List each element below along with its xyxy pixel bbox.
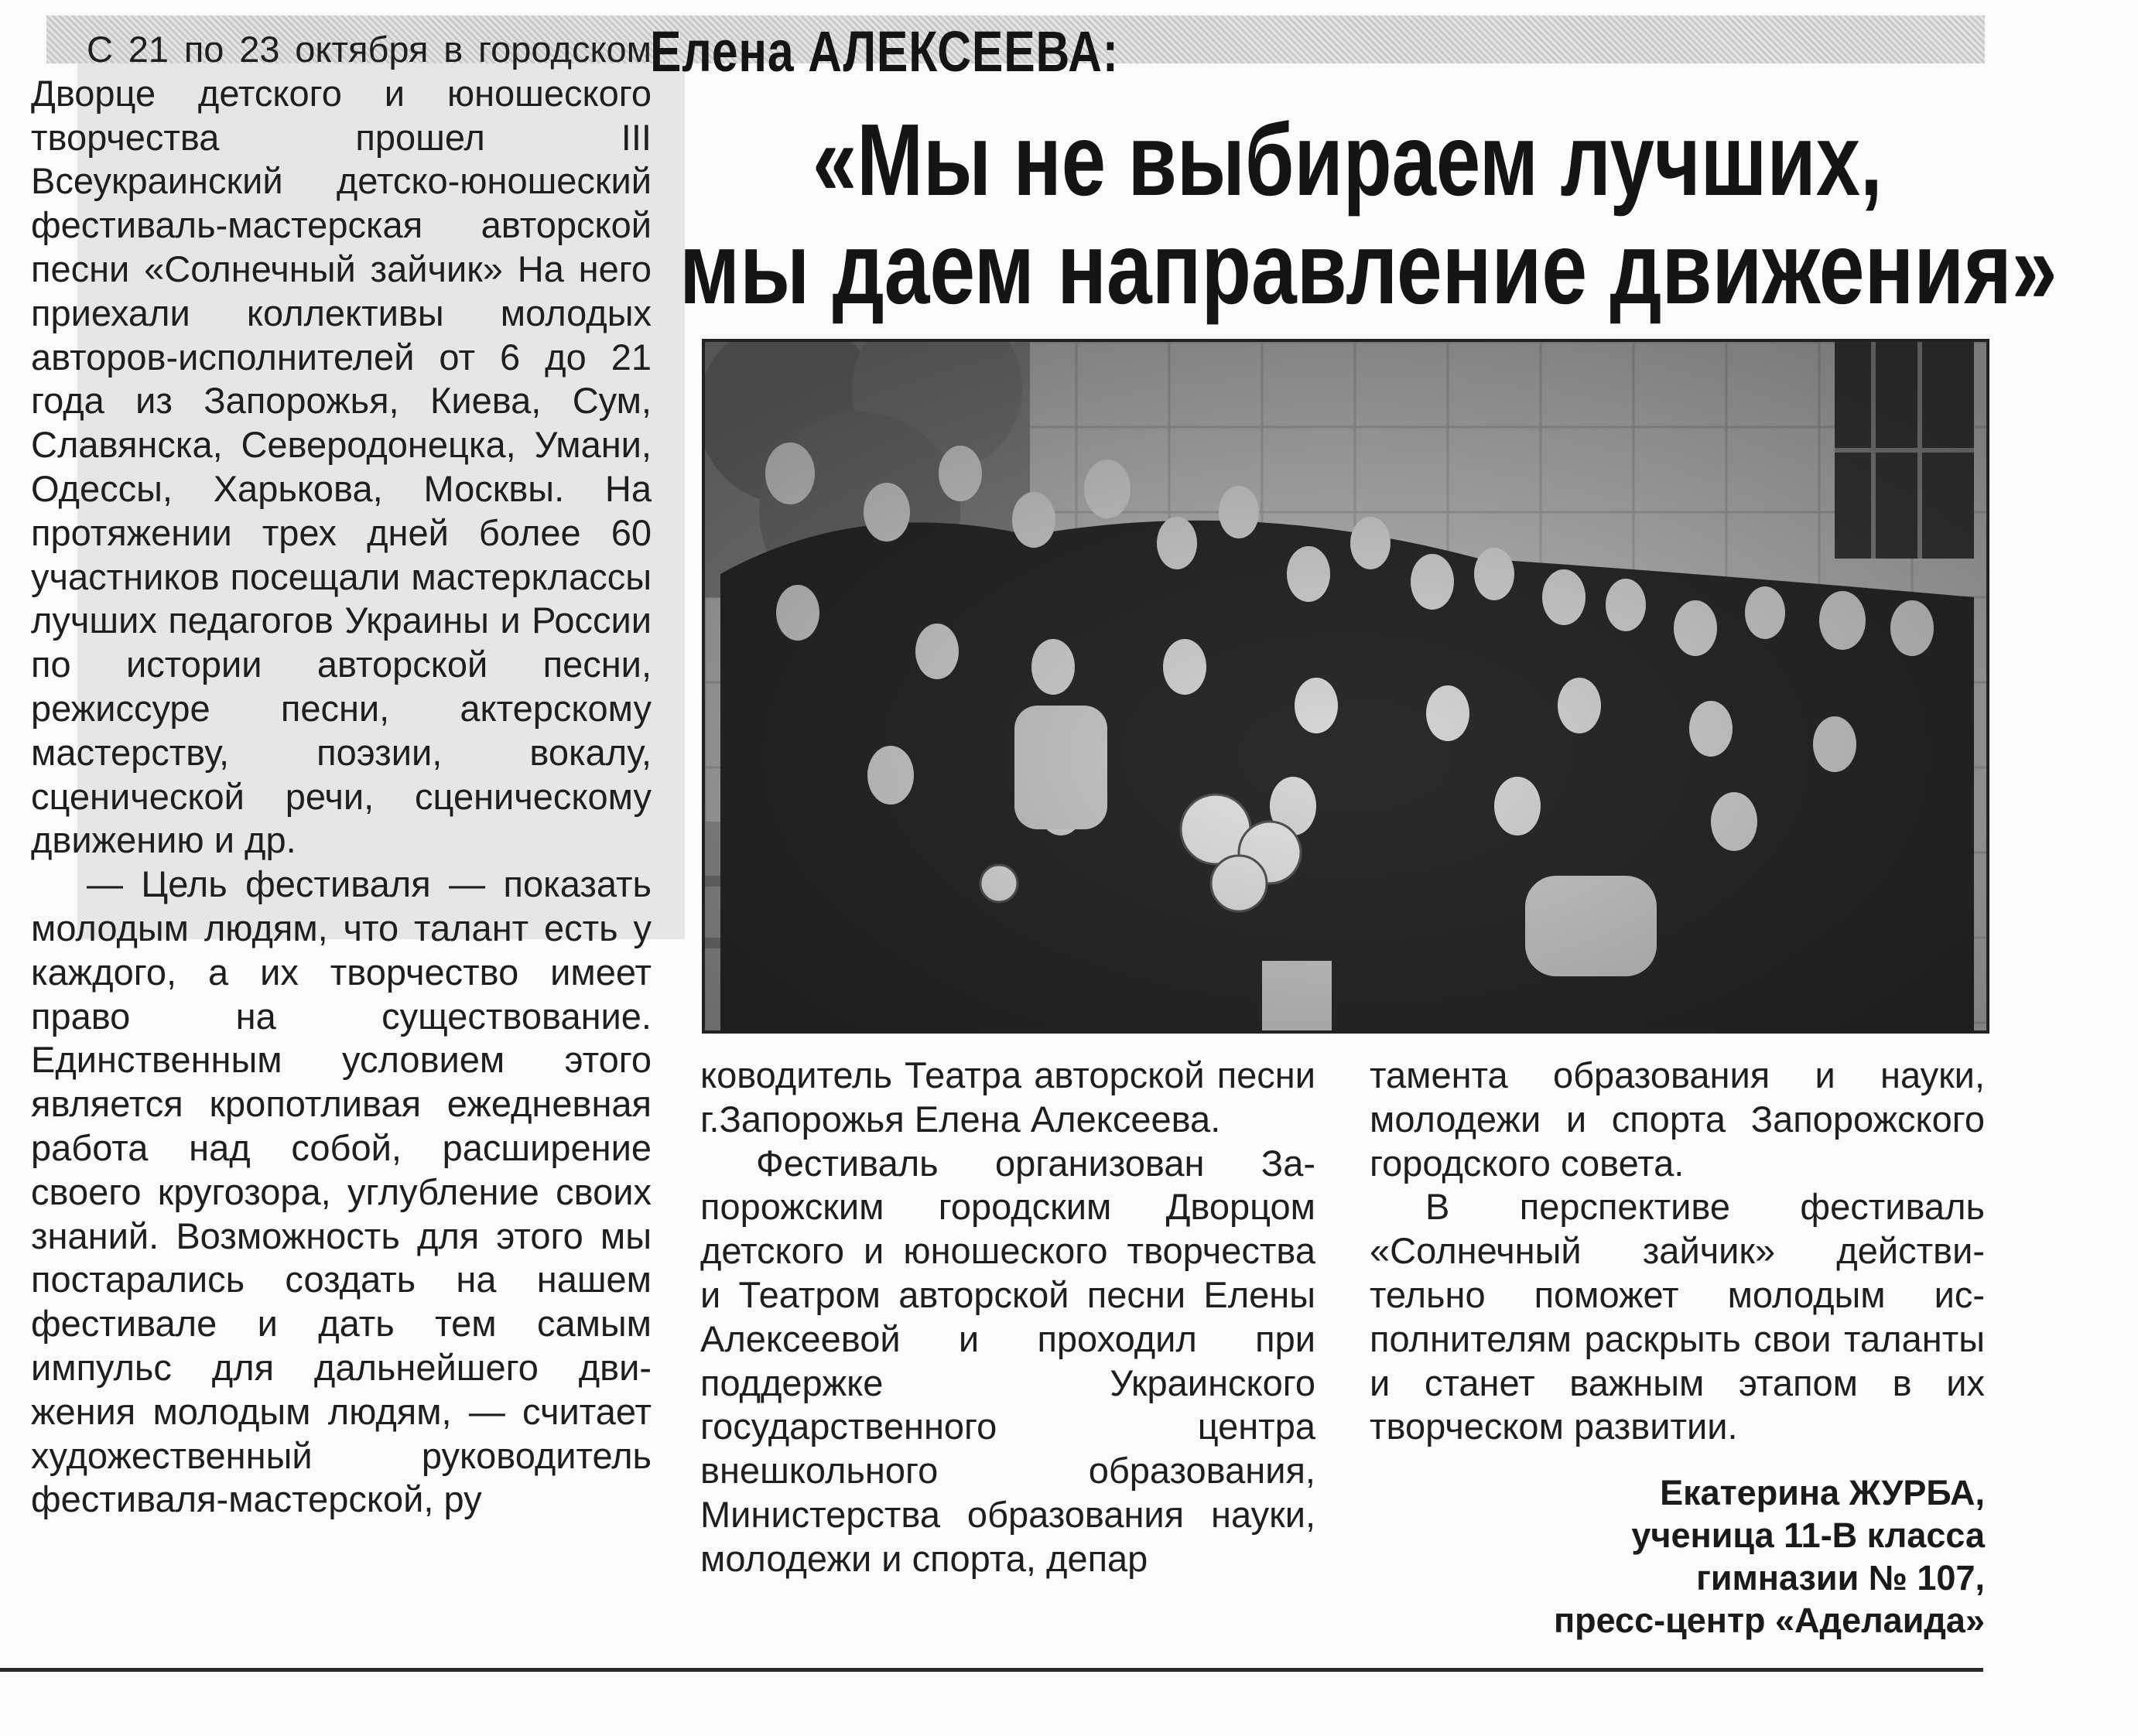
- paragraph: тамента образования и науки, молодежи и спорта Запорожского городского совета.: [1370, 1054, 1985, 1184]
- signature-line: пресс-центр «Аделаида»: [1553, 1601, 1985, 1640]
- article-column-2: [700, 1054, 1315, 1581]
- paragraph: С 21 по 23 октября в городском Дворце детского и юношеского творчества прошел III Всеукраинский детско-юношеский фестиваль-мастерская авторской песни «Солнечный зайчик» На него приехали коллективы молодых авторов-исполнителей от 6 до 21 года из Запорожья, Киева, Сум, Славянска, Северодонецка, Умани, Одессы, Харькова, Москвы. На протяжении трех дней более 60 участников посещали мастерклассы лучших педагогов Украины и России по истории авторской песни, режиссуре песни, актерскому мастерству, поэзии, вокалу, сценической речи, сценическому движению и др.: [31, 29, 652, 861]
- headline: [650, 17, 2058, 325]
- article-column-1: [31, 28, 652, 1522]
- signature-line: ученица 11-В класса: [1631, 1516, 1985, 1555]
- signature-line: Екатерина ЖУРБА,: [1660, 1473, 1985, 1512]
- group-photo-image: [705, 342, 1986, 1030]
- author-signature: [1370, 1471, 1985, 1642]
- article-column-3: [1370, 1054, 1985, 1449]
- paragraph: ководитель Театра авторской песни г.Запорожья Елена Алексеева.: [700, 1054, 1315, 1140]
- signature-line: гимназии № 107,: [1696, 1558, 1985, 1598]
- headline-quote-line-1: «Мы не выбираем лучших,: [812, 103, 1883, 217]
- group-photo: [702, 339, 1989, 1034]
- paragraph: — Цель фестиваля — показать молодым людям, что талант есть у каждого, а их творчество имеет право на существование. Единственным условием этого является кропотливая ежедневная работа над собой, расширение своего кругозора, углубление своих знаний. Возможность для этого мы постарались создать на нашем фестивале и дать тем самым импульс для дальнейшего движения молодым людям, — считает художественный руководитель фестиваля-мастерской, ру: [31, 863, 652, 1520]
- paragraph: В перспективе фестиваль «Солнечный зайчик» действительно поможет молодым исполнителям раскрыть свои таланты и станет важным этапом в их творческом развитии.: [1370, 1186, 1985, 1447]
- headline-author: Елена АЛЕКСЕЕВА:: [650, 19, 1119, 84]
- headline-quote-line-2: мы даем направление движения»: [679, 211, 2058, 325]
- bottom-divider: [0, 1668, 1983, 1672]
- paragraph: Фестиваль организован Запорожским городским Дворцом детского и юношеского творчества и Театром авторской песни Елены Алексеевой и проходил при поддержке Украинского государственного центра внешкольного образования, Министерства образования науки, молодежи и спорта, депар: [700, 1142, 1315, 1579]
